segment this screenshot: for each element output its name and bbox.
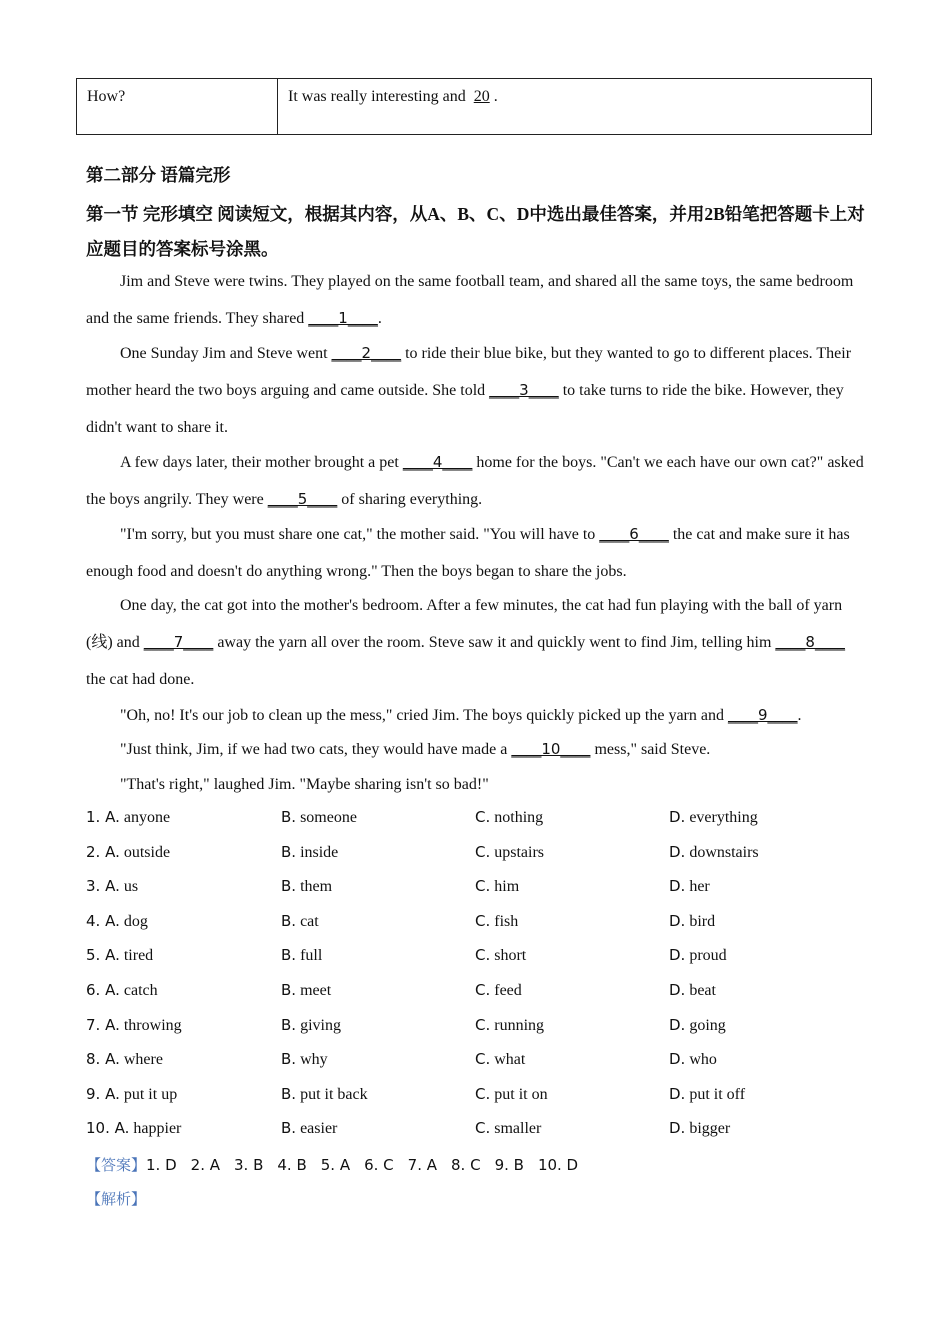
option-label: C.	[475, 842, 491, 861]
option-d	[669, 1016, 726, 1035]
question-row	[86, 877, 876, 907]
option-label: B.	[281, 808, 297, 826]
option-a	[86, 946, 153, 965]
option-c	[475, 843, 544, 862]
option-label: C.	[475, 1119, 491, 1138]
option-d	[669, 946, 727, 965]
question-row	[86, 912, 876, 942]
option-label: C.	[475, 946, 491, 965]
option-label: D.	[669, 1119, 686, 1138]
answer-item: 8. C	[451, 1156, 481, 1174]
question-row	[86, 1119, 876, 1149]
option-label: C.	[475, 981, 491, 999]
answer-item: 10. D	[537, 1156, 579, 1174]
option-a	[86, 981, 158, 1000]
answer-item: 9. B	[494, 1156, 524, 1174]
answer-item: 3. B	[234, 1156, 264, 1174]
option-label: C.	[475, 808, 491, 826]
option-label: D.	[669, 911, 686, 930]
option-label: 1. A.	[86, 808, 120, 826]
option-text: upstairs	[494, 843, 545, 861]
answer-item: 7. A	[407, 1156, 437, 1174]
option-d	[669, 1085, 745, 1104]
passage-paragraph-6: "Oh, no! It's our job to clean up the mess," cried Jim. The boys quickly picked up the yarn and ____9____.	[120, 706, 802, 724]
option-label: D.	[669, 946, 686, 965]
option-text: beat	[689, 982, 716, 999]
blank-1: ____1____	[308, 309, 378, 327]
option-text: fish	[494, 912, 519, 930]
passage-paragraph-4: "I'm sorry, but you must share one cat," the mother said. "You will have to ____6____ the cat and make sure it has enough food and doesn't do anything wrong." Then the boys began to share the jobs.	[86, 525, 850, 580]
answer-items	[146, 1156, 592, 1174]
option-b	[281, 1085, 368, 1104]
passage-paragraph-2: One Sunday Jim and Steve went ____2____ to ride their blue bike, but they wanted to go to different places. Their mother heard the two boys arguing and came outside. She told ____3____ to take turns to ride the bike. However, they didn't want to share it.	[86, 344, 852, 436]
option-text: put it on	[494, 1085, 548, 1103]
option-c	[475, 1119, 541, 1138]
answer-line	[86, 1154, 592, 1175]
option-text: outside	[123, 843, 171, 861]
option-label: 4. A.	[86, 911, 120, 930]
option-text: short	[494, 947, 527, 965]
option-text: tired	[123, 947, 154, 965]
option-label: B.	[281, 1050, 297, 1069]
table-cell-how: How?	[77, 79, 278, 135]
option-label: B.	[281, 981, 297, 999]
option-text: why	[300, 1051, 328, 1069]
option-d	[669, 843, 759, 862]
option-text: her	[689, 878, 710, 896]
option-label: 8. A.	[86, 1050, 120, 1069]
option-text: giving	[300, 1016, 341, 1034]
option-text: them	[300, 878, 333, 896]
option-a	[86, 808, 170, 827]
answer-item: 2. A	[190, 1156, 220, 1174]
analysis-tag: 【解析】	[86, 1190, 147, 1208]
option-label: D.	[669, 981, 686, 999]
answer-item: 6. C	[364, 1156, 394, 1174]
option-a	[86, 1050, 163, 1069]
option-text: who	[689, 1051, 717, 1069]
question-row	[86, 808, 876, 838]
option-label: D.	[669, 1084, 686, 1103]
option-b	[281, 946, 322, 965]
table-row	[77, 79, 872, 135]
blank-2: ____2____	[331, 344, 402, 362]
option-c	[475, 981, 522, 1000]
option-text: cat	[300, 912, 319, 930]
option-label: B.	[281, 1119, 297, 1138]
option-label: 5. A.	[86, 946, 120, 965]
blank-9: ____9____	[727, 706, 798, 724]
option-label: D.	[669, 808, 686, 826]
option-text: feed	[494, 982, 522, 999]
section-title: 第二部分 语篇完形	[86, 165, 231, 185]
option-text: proud	[689, 947, 727, 965]
option-text: put it off	[689, 1085, 746, 1103]
passage-paragraph-1: Jim and Steve were twins. They played on the same football team, and shared all the same toys, the same bedroom and the same friends. They shared ____1____.	[86, 273, 854, 327]
option-text: smaller	[494, 1120, 542, 1138]
option-text: where	[123, 1051, 163, 1069]
question-row	[86, 1016, 876, 1046]
blank-20: 20	[473, 88, 490, 105]
option-a	[86, 1085, 177, 1104]
blank-4: ____4____	[402, 453, 473, 471]
option-text: someone	[300, 809, 357, 826]
answer-item: 5. A	[320, 1156, 351, 1174]
option-label: 3. A.	[86, 877, 120, 896]
option-text: dog	[123, 912, 148, 930]
answer-item: 4. B	[277, 1156, 307, 1174]
option-label: 10. A.	[86, 1119, 130, 1138]
option-text: put it up	[123, 1085, 178, 1103]
option-text: downstairs	[689, 843, 759, 861]
option-a	[86, 912, 148, 931]
option-text: everything	[689, 809, 758, 826]
option-a	[86, 1016, 182, 1035]
option-text: catch	[123, 982, 158, 999]
option-label: B.	[281, 877, 297, 896]
option-label: D.	[669, 877, 686, 896]
passage-paragraph-8: "That's right," laughed Jim. "Maybe sharing isn't so bad!"	[120, 776, 489, 793]
option-text: inside	[300, 843, 339, 861]
option-a	[86, 877, 138, 896]
option-c	[475, 1085, 548, 1104]
option-label: D.	[669, 1050, 686, 1069]
option-label: B.	[281, 1084, 297, 1103]
option-label: B.	[281, 911, 297, 930]
option-text: easier	[300, 1120, 338, 1138]
option-text: bigger	[689, 1120, 731, 1138]
option-label: C.	[475, 1015, 491, 1034]
option-b	[281, 808, 357, 827]
option-b	[281, 912, 319, 931]
option-label: D.	[669, 1015, 686, 1034]
option-text: throwing	[123, 1016, 182, 1034]
option-d	[669, 1050, 717, 1069]
option-text: put it back	[300, 1085, 368, 1103]
table-cell-answer	[278, 79, 872, 135]
option-label: 7. A.	[86, 1015, 120, 1034]
passage-paragraph-7: "Just think, Jim, if we had two cats, they would have made a ____10____ mess," said Steve.	[120, 740, 711, 758]
option-label: 6. A.	[86, 981, 120, 999]
option-b	[281, 1050, 328, 1069]
option-text: running	[494, 1016, 545, 1034]
option-text: him	[494, 878, 520, 896]
passage-paragraph-3: A few days later, their mother brought a pet ____4____ home for the boys. "Can't we each have our own cat?" asked the boys angrily. They were ____5____ of sharing everything.	[86, 453, 864, 508]
option-text: going	[689, 1016, 726, 1034]
option-text: nothing	[494, 809, 544, 826]
option-c	[475, 808, 543, 827]
option-label: C.	[475, 877, 491, 896]
option-b	[281, 1016, 341, 1035]
option-c	[475, 877, 519, 896]
option-d	[669, 912, 715, 931]
blank-5: ____5____	[267, 490, 338, 508]
question-row	[86, 1050, 876, 1080]
option-d	[669, 981, 716, 1000]
question-row	[86, 946, 876, 976]
option-d	[669, 1119, 730, 1138]
blank-6: ____6____	[599, 525, 669, 543]
option-c	[475, 1016, 544, 1035]
question-row	[86, 981, 876, 1011]
option-label: B.	[281, 842, 297, 861]
option-label: 9. A.	[86, 1084, 120, 1103]
info-table	[76, 78, 872, 135]
option-text: us	[123, 878, 139, 896]
option-c	[475, 912, 518, 931]
option-d	[669, 808, 758, 827]
blank-3: ____3____	[489, 381, 559, 399]
option-label: B.	[281, 946, 297, 965]
option-text: what	[494, 1051, 526, 1069]
table-cell-text: It was really interesting and	[288, 88, 470, 105]
option-label: C.	[475, 911, 491, 930]
passage-paragraph-5: One day, the cat got into the mother's bedroom. After a few minutes, the cat had fun playing with the ball of yarn (线) and ____7____ away the yarn all over the room. Steve saw it and quickly went to find Jim, telling him ____8____ the cat had done.	[86, 597, 845, 688]
option-label: D.	[669, 842, 686, 861]
answer-item: 1. D	[146, 1156, 177, 1174]
option-label: C.	[475, 1084, 491, 1103]
option-a	[86, 843, 170, 862]
option-b	[281, 1119, 337, 1138]
option-b	[281, 877, 332, 896]
option-text: full	[300, 947, 323, 965]
option-a	[86, 1119, 181, 1138]
answer-tag: 【答案】	[86, 1156, 147, 1174]
option-label: C.	[475, 1050, 491, 1069]
option-text: happier	[133, 1120, 182, 1138]
section-instructions: 第一节 完形填空 阅读短文，根据其内容，从A、B、C、D中选出最佳答案，并用2B铅笔把答题卡上对应题目的答案标号涂黑。	[86, 204, 865, 259]
option-text: bird	[689, 912, 716, 930]
blank-7: ____7____	[143, 633, 214, 651]
option-c	[475, 946, 526, 965]
option-text: meet	[300, 982, 332, 999]
option-label: 2. A.	[86, 842, 120, 861]
option-d	[669, 877, 710, 896]
question-row	[86, 1085, 876, 1115]
question-row	[86, 843, 876, 873]
table-cell-period: .	[493, 88, 498, 105]
option-label: B.	[281, 1015, 297, 1034]
option-c	[475, 1050, 525, 1069]
option-text: anyone	[123, 809, 171, 826]
blank-8: ____8____	[775, 633, 845, 651]
blank-10: ____10____	[511, 740, 591, 758]
option-b	[281, 981, 331, 1000]
option-b	[281, 843, 338, 862]
